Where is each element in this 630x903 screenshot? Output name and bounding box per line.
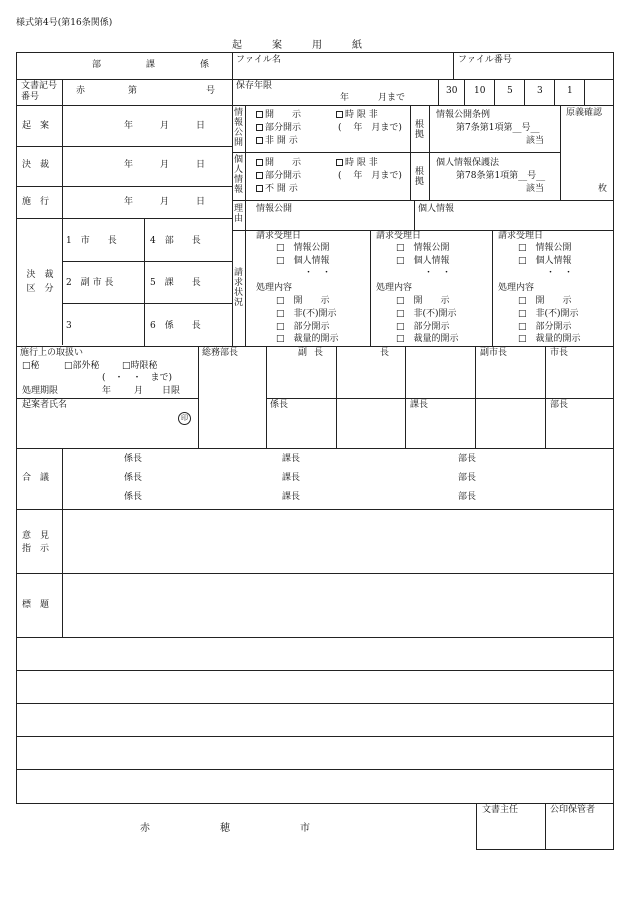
gengi-mai: 枚: [598, 184, 608, 194]
deadline-day: 日限: [162, 386, 181, 396]
riyu-personal: 個人情報: [418, 204, 455, 214]
hyodai-label: 標 題: [22, 600, 50, 610]
shori-label: 処理内容: [256, 283, 293, 293]
retention-year: 年: [340, 93, 350, 103]
retention-option[interactable]: 30: [446, 86, 458, 96]
shori-opt-disclose[interactable]: □ 開 示: [518, 296, 572, 306]
ka-approval-label: 課長: [410, 400, 429, 410]
seikyu-opt-personal[interactable]: □ 個人情報: [276, 256, 330, 266]
riyu-label: 理由: [233, 204, 243, 224]
personal-until: ( 年 月まで): [338, 171, 402, 181]
seikyu-opt-info[interactable]: □ 情報公開: [276, 243, 330, 253]
retention-option[interactable]: 3: [537, 86, 543, 96]
aigi-kakari: 係長: [124, 454, 143, 464]
shori-opt-nondisclose[interactable]: □ 非(不)開示: [518, 309, 579, 319]
seikyu-date-label: 請求受理日: [498, 231, 544, 241]
seikyu-opt-personal[interactable]: □ 個人情報: [396, 256, 450, 266]
cho-label-2: 長: [380, 348, 390, 358]
gengi-label: 原義確認: [566, 108, 603, 118]
handling-secret[interactable]: □秘: [22, 361, 40, 371]
kessai-label: 決 裁: [22, 160, 50, 170]
shori-opt-partial[interactable]: □ 部分開示: [396, 322, 450, 332]
seikyu-dots: ・ ・: [304, 268, 332, 278]
fuku-label: 副: [298, 348, 308, 358]
personal-opt-nondisclose[interactable]: 不 開 示: [256, 184, 298, 195]
kubun-chief[interactable]: 6 係 長: [150, 321, 201, 331]
seal-icon: 印: [178, 412, 191, 425]
info-pub-label: 情報公開: [233, 108, 243, 148]
koin-hokansha-label: 公印保管者: [550, 805, 596, 815]
seikyu-date-label: 請求受理日: [376, 231, 422, 241]
aigi-ka: 課長: [282, 473, 301, 483]
info-pub-konkyo: 根拠: [414, 120, 424, 140]
bu-approval-label: 部長: [550, 400, 569, 410]
aigi-kakari: 係長: [124, 473, 143, 483]
seikyu-opt-info[interactable]: □ 情報公開: [396, 243, 450, 253]
form-number: 様式第4号(第16条関係): [16, 18, 113, 28]
shiko-label: 施 行: [22, 197, 50, 207]
info-pub-opt-partial[interactable]: 部分開示: [256, 123, 301, 134]
handling-until: ( ・ ・ まで): [102, 373, 173, 383]
kubun-director[interactable]: 4 部 長: [150, 236, 201, 246]
doc-number-label: 文書記号番号: [21, 81, 58, 102]
shori-label: 処理内容: [498, 283, 535, 293]
shori-opt-nondisclose[interactable]: □ 非(不)開示: [396, 309, 457, 319]
kian-date[interactable]: 年 月 日: [124, 121, 206, 131]
shori-opt-disclose[interactable]: □ 開 示: [396, 296, 450, 306]
info-pub-law: 情報公開条例: [436, 110, 491, 120]
personal-opt-timelimit[interactable]: 時 限 非: [336, 158, 378, 169]
personal-law: 個人情報保護法: [436, 158, 500, 168]
doc-dai: 第: [128, 86, 138, 96]
shori-opt-partial[interactable]: □ 部分開示: [518, 322, 572, 332]
drafter-label: 起案者氏名: [22, 400, 68, 410]
shori-opt-discretionary[interactable]: □ 裁量的開示: [518, 334, 581, 344]
retention-option[interactable]: 5: [507, 86, 513, 96]
kubun-3[interactable]: 3: [66, 321, 72, 331]
kian-label: 起 案: [22, 121, 50, 131]
kubun-mayor[interactable]: 1 市 長: [66, 236, 117, 246]
mayor-label: 市長: [550, 348, 569, 358]
kakari-approval-label: 係長: [270, 400, 289, 410]
seikyu-opt-info[interactable]: □ 情報公開: [518, 243, 572, 253]
dept-section-label: 部 課 係: [92, 60, 210, 70]
cho-label: 長: [314, 348, 324, 358]
retention-label: 保存年限: [236, 81, 273, 91]
doc-prefix: 赤: [76, 86, 86, 96]
personal-opt-disclose[interactable]: 開 示: [256, 158, 301, 169]
shiko-date[interactable]: 年 月 日: [124, 197, 206, 207]
seikyu-dots: ・ ・: [424, 268, 452, 278]
kubun-section-chief[interactable]: 5 課 長: [150, 278, 201, 288]
shori-opt-discretionary[interactable]: □ 裁量的開示: [276, 334, 339, 344]
deadline-month: 月: [134, 386, 144, 396]
iken-label: 意 見 指 示: [22, 531, 50, 554]
shori-opt-nondisclose[interactable]: □ 非(不)開示: [276, 309, 337, 319]
kessai-date[interactable]: 年 月 日: [124, 160, 206, 170]
form-frame: [16, 52, 614, 804]
info-pub-gaito: 該当: [526, 136, 545, 146]
personal-konkyo: 根拠: [414, 167, 424, 187]
aigi-bu: 部長: [458, 454, 477, 464]
somu-director-label: 総務部長: [202, 348, 239, 358]
shori-opt-disclose[interactable]: □ 開 示: [276, 296, 330, 306]
seikyu-dots: ・ ・: [546, 268, 574, 278]
aigi-bu: 部長: [458, 492, 477, 502]
deadline-year: 年: [102, 386, 112, 396]
seikyu-date-label: 請求受理日: [256, 231, 302, 241]
retention-month: 月まで: [378, 93, 406, 103]
aigi-ka: 課長: [282, 492, 301, 502]
seikyu-label: 請求状況: [233, 268, 243, 308]
info-pub-opt-nondisclose[interactable]: 非 開 示: [256, 136, 298, 147]
kessai-kubun-label: 決 裁 区 分: [26, 270, 54, 294]
seikyu-opt-personal[interactable]: □ 個人情報: [518, 256, 572, 266]
aigi-bu: 部長: [458, 473, 477, 483]
file-number-label: ファイル番号: [458, 55, 512, 65]
personal-gaito: 該当: [526, 184, 545, 194]
aigi-label: 合 議: [22, 473, 50, 483]
personal-clause[interactable]: 第78条第1項第__号__: [456, 171, 546, 181]
handling-label: 施行上の取扱い: [20, 348, 84, 358]
info-pub-opt-timelimit[interactable]: 時 限 非: [336, 110, 378, 121]
riyu-info-pub: 情報公開: [256, 204, 293, 214]
shori-opt-discretionary[interactable]: □ 裁量的開示: [396, 334, 459, 344]
file-name-label: ファイル名: [236, 55, 281, 65]
handling-time-secret[interactable]: □時限秘: [122, 361, 158, 371]
shori-label: 処理内容: [376, 283, 413, 293]
retention-option[interactable]: 10: [474, 86, 486, 96]
personal-opt-partial[interactable]: 部分開示: [256, 171, 301, 182]
shori-opt-partial[interactable]: □ 部分開示: [276, 322, 330, 332]
info-pub-opt-disclose[interactable]: 開 示: [256, 110, 301, 121]
aigi-kakari: 係長: [124, 492, 143, 502]
vice-mayor-label: 副市長: [480, 348, 508, 358]
personal-label: 個人情報: [233, 155, 243, 195]
handling-external-secret[interactable]: □部外秘: [64, 361, 100, 371]
info-pub-clause[interactable]: 第7条第1項第__号__: [456, 123, 540, 133]
doc-go: 号: [206, 86, 216, 96]
deadline-label: 処理期限: [22, 386, 59, 396]
city-name: 赤 穂 市: [140, 823, 310, 834]
bunsho-shunin-label: 文書主任: [482, 805, 519, 815]
kubun-vice-mayor[interactable]: 2 副 市 長: [66, 278, 114, 288]
aigi-ka: 課長: [282, 454, 301, 464]
retention-option[interactable]: 1: [567, 86, 573, 96]
info-pub-until: ( 年 月まで): [338, 123, 402, 133]
form-title: 起 案 用 紙: [232, 40, 362, 51]
